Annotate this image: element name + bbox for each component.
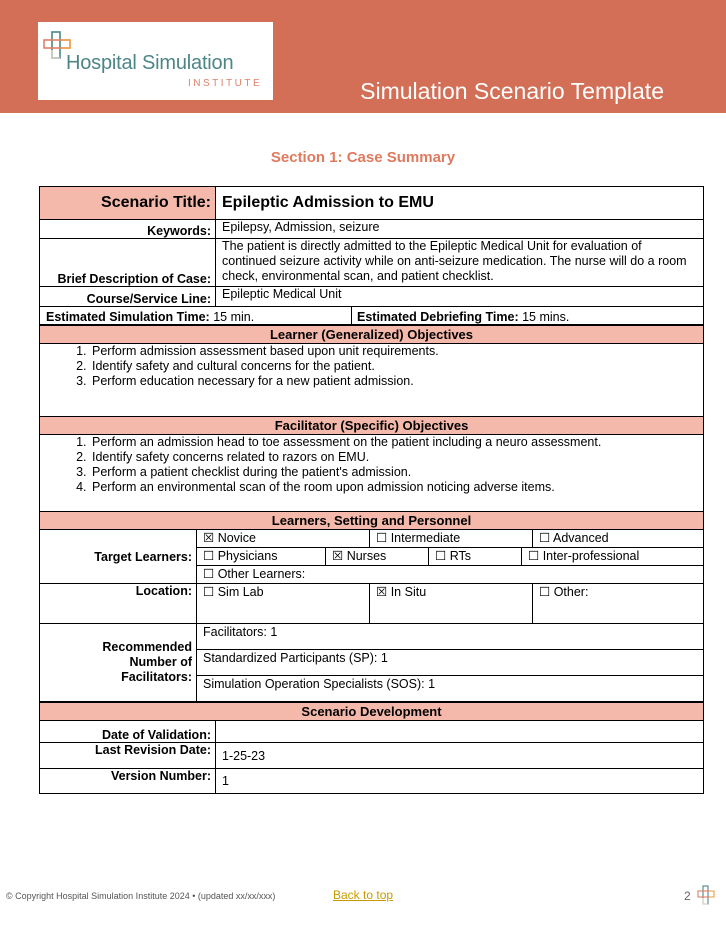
location-label: Location: [40, 584, 197, 623]
other-learners-row [197, 566, 703, 583]
learner-objectives-list[interactable] [40, 344, 703, 417]
sim-time-value: 15 min. [213, 310, 255, 324]
checkbox-rts[interactable]: ☐ RTs [429, 548, 522, 565]
checkbox-other-learners[interactable]: ☐ Other Learners: [203, 567, 306, 581]
target-learners-row [40, 530, 703, 584]
target-learners-options [197, 530, 703, 583]
facilitators-count[interactable]: Facilitators: 1 [197, 624, 703, 650]
keywords-row [40, 220, 703, 239]
location-row [40, 584, 703, 624]
checkbox-inter-professional[interactable]: ☐ Inter-professional [528, 549, 640, 563]
logo [38, 22, 273, 100]
time-row [40, 307, 703, 326]
revision-label: Last Revision Date: [40, 743, 216, 768]
facilitator-objective-item: 4. Perform an environmental scan of the room upon admission noticing adverse items. [90, 480, 703, 495]
scenario-title-value[interactable]: Epileptic Admission to EMU [216, 187, 703, 219]
version-value[interactable]: 1 [222, 774, 229, 788]
checkbox-in-situ[interactable]: ☒ In Situ [370, 584, 533, 623]
checkbox-intermediate[interactable]: ☐ Intermediate [370, 530, 533, 547]
logo-main-text: Hospital Simulation [66, 52, 234, 74]
case-summary-table [39, 186, 704, 794]
learner-objective-item: 3. Perform education necessary for a new patient admission. [90, 374, 703, 389]
scenario-title-row [40, 187, 703, 220]
learner-objective-item: 1. Perform admission assessment based upon unit requirements. [90, 344, 703, 359]
checkbox-other-location[interactable]: ☐ Other: [539, 585, 589, 599]
sp-count[interactable]: Standardized Participants (SP): 1 [197, 650, 703, 676]
facilitator-objectives-list[interactable] [40, 435, 703, 512]
description-row [40, 239, 703, 287]
location-options [197, 584, 703, 623]
course-value[interactable]: Epileptic Medical Unit [222, 287, 342, 301]
copyright-text: © Copyright Hospital Simulation Institute 2024 • (updated xx/xx/xxx) [6, 891, 276, 901]
keywords-value[interactable]: Epilepsy, Admission, seizure [222, 220, 380, 234]
learner-objectives-header: Learner (Generalized) Objectives [40, 326, 703, 344]
header-banner [0, 0, 726, 113]
checkbox-novice[interactable]: ☒ Novice [197, 530, 370, 547]
facilitator-objective-item: 2. Identify safety concerns related to razors on EMU. [90, 450, 703, 465]
revision-value[interactable]: 1-25-23 [222, 748, 266, 763]
checkbox-physicians[interactable]: ☐ Physicians [197, 548, 326, 565]
keywords-label: Keywords: [40, 220, 216, 238]
facilitator-objective-item: 1. Perform an admission head to toe assessment on the patient including a neuro assessment. [90, 435, 703, 450]
course-row [40, 287, 703, 307]
debrief-time-cell[interactable] [352, 307, 703, 324]
scenario-title-label: Scenario Title: [40, 187, 216, 219]
level-options-row [197, 530, 703, 548]
validation-row [40, 721, 703, 743]
course-label: Course/Service Line: [40, 287, 216, 306]
description-value[interactable]: The patient is directly admitted to the Epileptic Medical Unit for evaluation of continued seizure activity while on anti-seizure medication. The nurse will do a room check, environmental scan, and patient checklist. [222, 239, 687, 283]
facilitators-label: Recommended Number of Facilitators: [40, 624, 197, 701]
page-number: 2 [684, 889, 691, 903]
version-row [40, 769, 703, 793]
validation-value[interactable] [216, 721, 703, 742]
debrief-time-value: 15 mins. [522, 310, 570, 324]
version-label: Version Number: [40, 769, 216, 793]
section-title: Section 1: Case Summary [270, 149, 456, 166]
checkbox-nurses[interactable]: ☒ Nurses [326, 548, 429, 565]
debrief-time-label: Estimated Debriefing Time: [357, 310, 519, 324]
document-title: Simulation Scenario Template [360, 78, 664, 104]
sim-time-label: Estimated Simulation Time: [46, 310, 210, 324]
facilitators-values [197, 624, 703, 701]
back-to-top-link[interactable]: Back to top [333, 888, 394, 902]
facilitator-objective-item: 3. Perform a patient checklist during the patient's admission. [90, 465, 703, 480]
learners-setting-header: Learners, Setting and Personnel [40, 512, 703, 530]
logo-sub-text: INSTITUTE [188, 78, 263, 89]
facilitators-row [40, 624, 703, 703]
target-learners-label: Target Learners: [40, 530, 197, 583]
scenario-development-header: Scenario Development [40, 703, 703, 721]
sos-count[interactable]: Simulation Operation Specialists (SOS): 1 [203, 677, 436, 691]
role-options-row [197, 548, 703, 566]
checkbox-advanced[interactable]: ☐ Advanced [539, 531, 609, 545]
facilitator-objectives-header: Facilitator (Specific) Objectives [40, 417, 703, 435]
revision-row [40, 743, 703, 769]
sim-time-cell[interactable] [40, 307, 352, 324]
validation-label: Date of Validation: [40, 721, 216, 742]
learner-objective-item: 2. Identify safety and cultural concerns for the patient. [90, 359, 703, 374]
description-label: Brief Description of Case: [40, 239, 216, 286]
cross-logo-icon [697, 885, 715, 905]
checkbox-sim-lab[interactable]: ☐ Sim Lab [197, 584, 370, 623]
